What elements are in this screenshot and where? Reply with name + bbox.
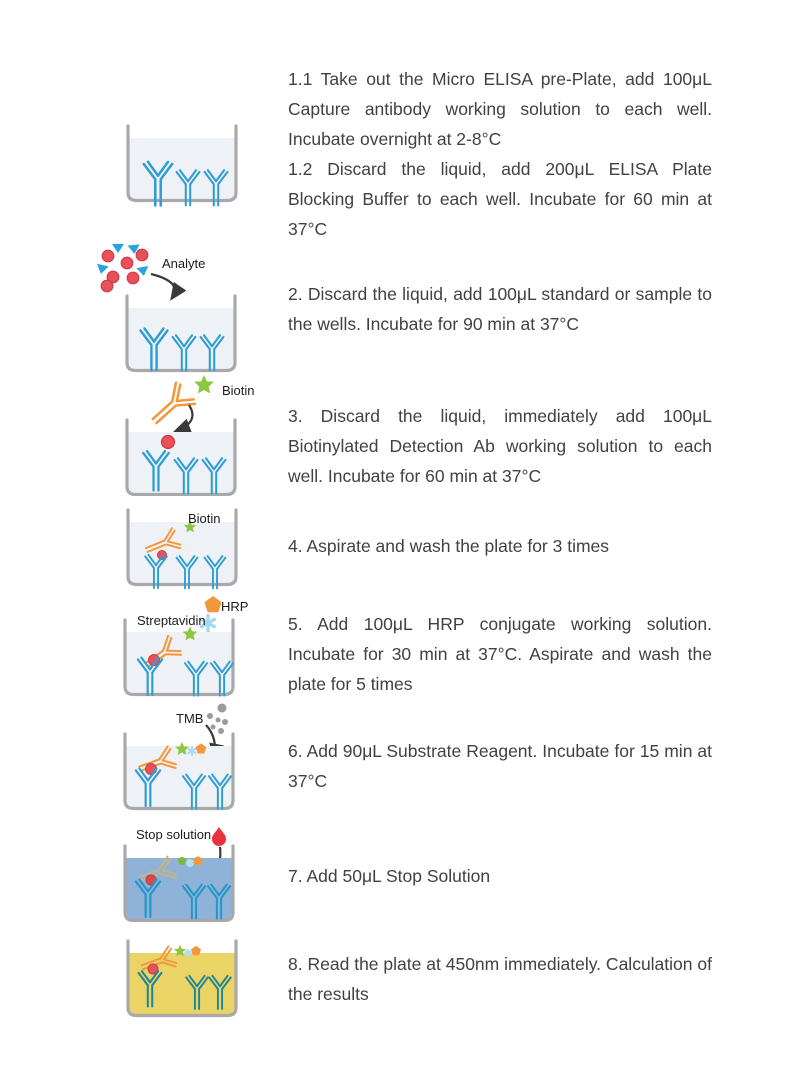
- hrp-dot-icon: [194, 857, 203, 866]
- step-7-text: [288, 861, 712, 891]
- step-7-paragraph: 7. Add 50μL Stop Solution: [288, 866, 491, 886]
- analyte-label: Analyte: [162, 256, 206, 271]
- well-icon: [127, 420, 235, 495]
- hrp-pentagon-icon: [191, 946, 201, 955]
- step-8-paragraph: 8. Read the plate at 450nm immediately. Calculation of the results: [288, 954, 712, 1004]
- step-5-paragraph: 5. Add 100μL HRP conjugate working solution. Incubate for 30 min at 37°C. Aspirate and wash the plate for 5 times: [288, 614, 712, 694]
- biotin-dot-icon: [178, 857, 186, 865]
- arrow-into-well: [151, 274, 175, 298]
- step-2-text: [288, 279, 712, 339]
- step-1-2-paragraph: 1.2 Discard the liquid, add 200μL ELISA Plate Blocking Buffer to each well. Incubate for 60 min at 37°C: [288, 159, 712, 239]
- stop-droplet-icon: [212, 827, 226, 846]
- tmb-label: TMB: [176, 711, 204, 726]
- step-4-text: [288, 531, 712, 561]
- step8-read-illustration: [122, 936, 242, 1018]
- biotin-label-2: Biotin: [188, 511, 221, 526]
- bound-analyte-icon: [146, 764, 157, 775]
- hrp-pentagon-icon: [204, 596, 221, 612]
- arrow-into-well: [176, 405, 192, 431]
- biotin-star-icon: [194, 375, 214, 393]
- streptavidin-label: Streptavidin: [137, 613, 206, 628]
- step-8-text: [288, 949, 712, 1009]
- streptavidin-dot-icon: [186, 859, 194, 867]
- stop-solution-label: Stop solution: [136, 827, 212, 842]
- hrp-pentagon-icon: [196, 743, 207, 753]
- step4-wash-illustration: [122, 504, 242, 590]
- step-6-paragraph: 6. Add 90μL Substrate Reagent. Incubate for 15 min at 37°C: [288, 741, 712, 791]
- step1-coated-well-illustration: [122, 120, 242, 212]
- step-1-1-paragraph: 1.1 Take out the Micro ELISA pre-Plate, add 100μL Capture antibody working solution to each well. Incubate overnight at 2-8°C: [288, 69, 712, 149]
- step-3-paragraph: 3. Discard the liquid, immediately add 100μL Biotinylated Detection Ab working solution to each well. Incubate for 60 min at 37°C: [288, 406, 712, 486]
- streptavidin-dot-icon: [184, 949, 192, 957]
- hrp-label: HRP: [221, 599, 249, 614]
- bound-analyte-icon: [162, 436, 175, 449]
- step-6-text: [288, 736, 712, 796]
- biotin-label: Biotin: [222, 383, 255, 398]
- step-1-text: [288, 64, 712, 244]
- step-5-text: [288, 609, 712, 699]
- analyte-cluster-icon: [95, 244, 150, 292]
- step-3-text: [288, 401, 712, 491]
- step-4-paragraph: 4. Aspirate and wash the plate for 3 times: [288, 536, 610, 556]
- step-2-paragraph: 2. Discard the liquid, add 100μL standard or sample to the wells. Incubate for 90 min at 37°C: [288, 284, 712, 334]
